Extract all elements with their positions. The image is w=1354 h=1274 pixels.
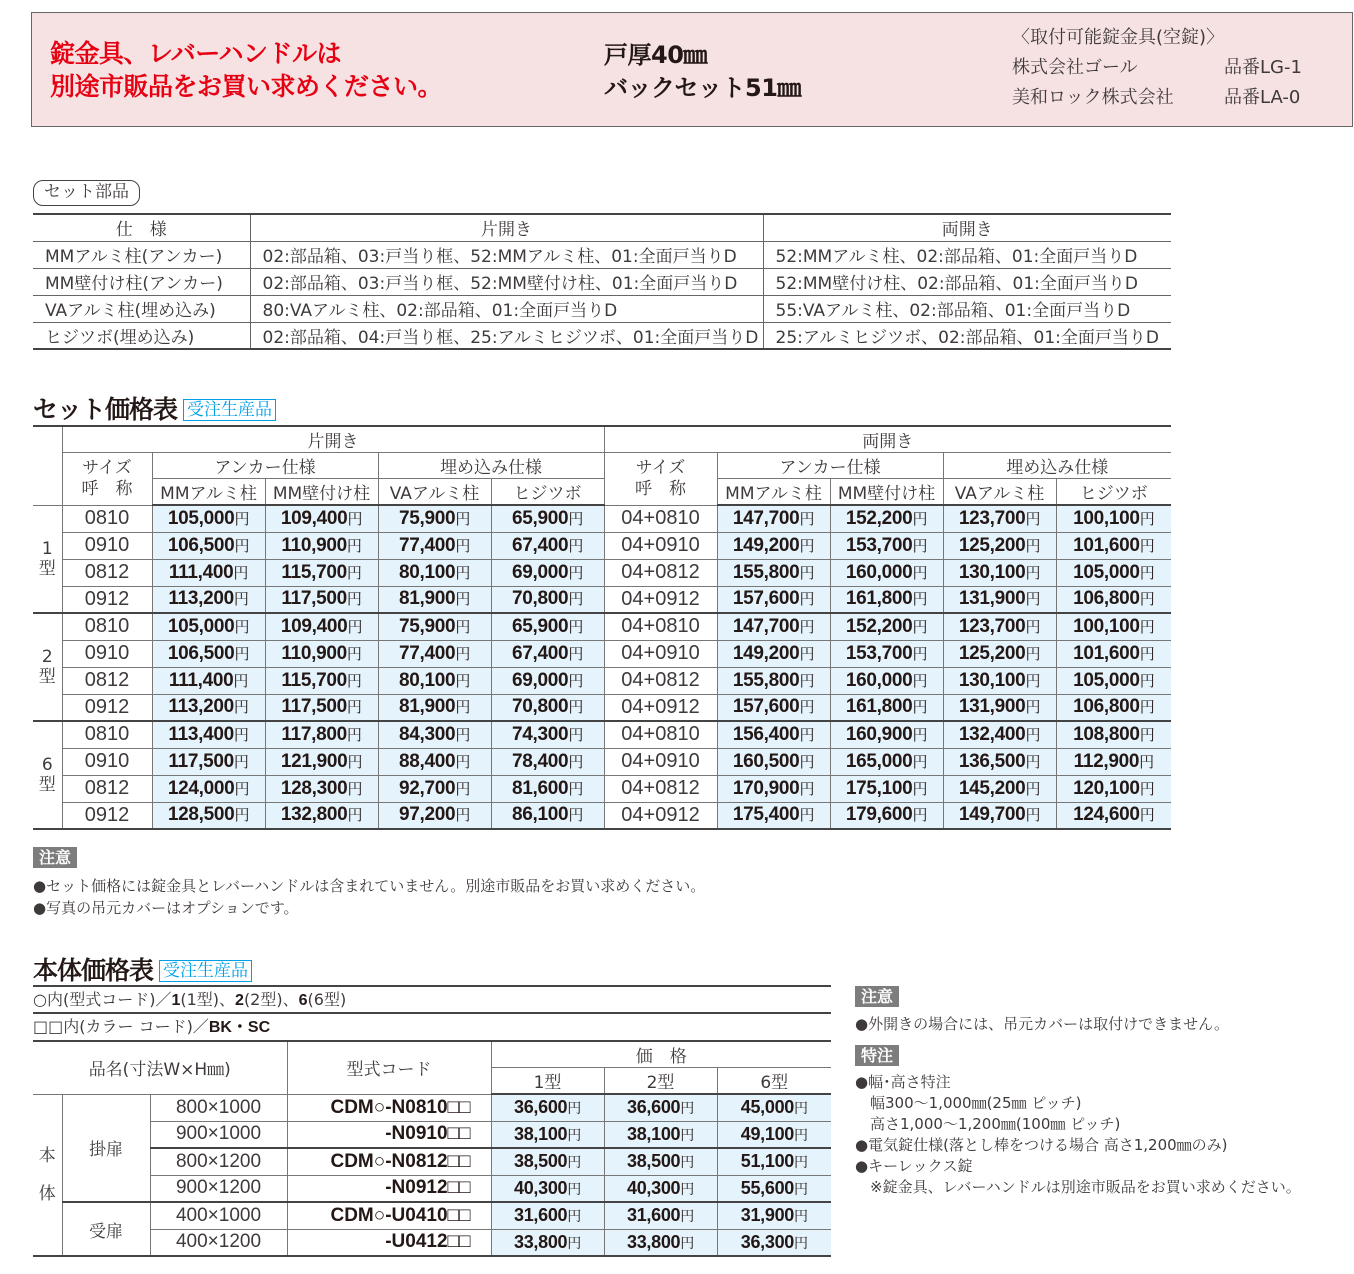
price-cell: 149,200円 [717, 532, 830, 559]
price-cell: 51,100円 [717, 1148, 831, 1175]
made-to-order-badge: 受注生産品 [183, 399, 276, 421]
price-cell: 55,600円 [717, 1175, 831, 1202]
price-cell: 49,100円 [717, 1121, 831, 1148]
embed-header: 埋め込み仕様 [943, 453, 1171, 479]
price-cell: 115,700円 [265, 559, 378, 586]
price-cell: 106,800円 [1056, 586, 1171, 613]
table-row [33, 1229, 831, 1256]
note-item: ●外開きの場合には、吊元カバーは取付けできません。 [855, 1015, 1229, 1033]
double-parts-cell: 52:MM壁付け柱、02:部品箱、01:全面戸当りD [763, 268, 1171, 295]
model-code-cell: -N0912□□ [287, 1175, 491, 1202]
price-cell: 132,400円 [943, 721, 1056, 748]
price-cell: 70,800円 [491, 694, 604, 721]
special-order-item: ●キーレックス錠 [855, 1157, 973, 1175]
table-row [33, 721, 1171, 748]
price-cell: 117,500円 [265, 694, 378, 721]
price-cell: 106,500円 [152, 532, 265, 559]
size-cell: 0910 [62, 640, 152, 667]
model-code-cell: -N0910□□ [287, 1121, 491, 1148]
price-cell: 65,900円 [491, 505, 604, 532]
price-cell: 70,800円 [491, 586, 604, 613]
price-cell: 109,400円 [265, 613, 378, 640]
lock-warning: 錠金具、レバーハンドルは 別途市販品をお買い求めください。 [50, 39, 443, 101]
model-code-cell: -U0412□□ [287, 1229, 491, 1256]
col-va-alumi: VAアルミ柱 [943, 479, 1056, 506]
price-cell: 36,600円 [604, 1094, 717, 1121]
price-cell: 121,900円 [265, 748, 378, 775]
type-group-label: 1 型 [33, 505, 62, 613]
price-cell: 33,800円 [604, 1229, 717, 1256]
price-cell: 130,100円 [943, 667, 1056, 694]
price-cell: 157,600円 [717, 694, 830, 721]
price-cell: 145,200円 [943, 775, 1056, 802]
price-cell: 106,800円 [1056, 694, 1171, 721]
double-parts-cell: 52:MMアルミ柱、02:部品箱、01:全面戸当りD [763, 241, 1171, 268]
table-row [33, 559, 1171, 586]
price-cell: 100,100円 [1056, 505, 1171, 532]
type-group-label: 2 型 [33, 613, 62, 721]
size-cell: 04+0912 [604, 694, 717, 721]
code-header: 型式コード [287, 1041, 491, 1094]
price-cell: 157,600円 [717, 586, 830, 613]
price-cell: 160,900円 [830, 721, 943, 748]
size-cell: 04+0912 [604, 586, 717, 613]
price-cell: 149,200円 [717, 640, 830, 667]
table-row [33, 532, 1171, 559]
anchor-header: アンカー仕様 [717, 453, 943, 479]
price-cell: 149,700円 [943, 802, 1056, 829]
single-parts-cell: 80:VAアルミ柱、02:部品箱、01:全面戸当りD [250, 295, 763, 322]
price-cell: 131,900円 [943, 586, 1056, 613]
dimension-cell: 800×1000 [150, 1094, 287, 1121]
price-cell: 38,100円 [491, 1121, 604, 1148]
notice-banner [31, 12, 1353, 127]
spec-cell: MMアルミ柱(アンカー) [33, 241, 250, 268]
price-cell: 86,100円 [491, 802, 604, 829]
single-parts-cell: 02:部品箱、03:戸当り框、52:MM壁付け柱、01:全面戸当りD [250, 268, 763, 295]
price-cell: 161,800円 [830, 586, 943, 613]
note-item: ●セット価格には錠金具とレバーハンドルは含まれていません。別途市販品をお買い求めください。 [33, 877, 706, 895]
price-cell: 128,500円 [152, 802, 265, 829]
dimension-cell: 400×1000 [150, 1202, 287, 1229]
size-cell: 0912 [62, 694, 152, 721]
price-cell: 125,200円 [943, 532, 1056, 559]
price-cell: 111,400円 [152, 559, 265, 586]
type-code-legend: ○内(型式コード)／1(1型)、2(2型)、6(6型) [33, 985, 831, 1012]
size-cell: 0912 [62, 802, 152, 829]
anchor-header: アンカー仕様 [152, 453, 378, 479]
price-cell: 97,200円 [378, 802, 491, 829]
table-row [33, 775, 1171, 802]
col-single: 片開き [250, 214, 763, 241]
size-header: サイズ 呼 称 [604, 453, 717, 506]
price-cell: 92,700円 [378, 775, 491, 802]
double-parts-cell: 25:アルミヒジツボ、02:部品箱、01:全面戸当りD [763, 322, 1171, 349]
price-cell: 117,800円 [265, 721, 378, 748]
price-cell: 100,100円 [1056, 613, 1171, 640]
double-parts-cell: 55:VAアルミ柱、02:部品箱、01:全面戸当りD [763, 295, 1171, 322]
single-parts-cell: 02:部品箱、04:戸当り框、25:アルミヒジツボ、01:全面戸当りD [250, 322, 763, 349]
col-type1: 1型 [491, 1068, 604, 1095]
door-thickness: 戸厚40㎜ [604, 41, 707, 69]
size-cell: 0810 [62, 613, 152, 640]
size-cell: 04+0810 [604, 721, 717, 748]
set-parts-table [33, 213, 1171, 350]
door-spec [604, 39, 801, 105]
price-cell: 105,000円 [1056, 667, 1171, 694]
price-cell: 36,600円 [491, 1094, 604, 1121]
table-row [33, 1148, 831, 1175]
price-cell: 130,100円 [943, 559, 1056, 586]
price-cell: 165,000円 [830, 748, 943, 775]
price-cell: 123,700円 [943, 613, 1056, 640]
price-cell: 131,900円 [943, 694, 1056, 721]
made-to-order-badge: 受注生産品 [159, 960, 252, 982]
price-cell: 160,000円 [830, 667, 943, 694]
size-header: サイズ 呼 称 [62, 453, 152, 506]
size-cell: 0810 [62, 505, 152, 532]
dimension-cell: 900×1000 [150, 1121, 287, 1148]
dimension-cell: 900×1200 [150, 1175, 287, 1202]
price-cell: 152,200円 [830, 505, 943, 532]
price-cell: 81,900円 [378, 694, 491, 721]
price-cell: 113,400円 [152, 721, 265, 748]
size-cell: 0910 [62, 532, 152, 559]
single-parts-cell: 02:部品箱、03:戸当り框、52:MMアルミ柱、01:全面戸当りD [250, 241, 763, 268]
size-cell: 0810 [62, 721, 152, 748]
compatible-item: 株式会社ゴール 品番LG-1 [1012, 57, 1302, 78]
size-cell: 0910 [62, 748, 152, 775]
table-row [33, 667, 1171, 694]
price-cell: 40,300円 [491, 1175, 604, 1202]
col-type6: 6型 [717, 1068, 831, 1095]
price-cell: 161,800円 [830, 694, 943, 721]
size-cell: 0812 [62, 559, 152, 586]
special-order-item: 高さ1,000～1,200㎜(100㎜ ピッチ) [855, 1115, 1121, 1133]
price-cell: 80,100円 [378, 559, 491, 586]
col-hijitsubo: ヒジツボ [1056, 479, 1171, 506]
price-cell: 113,200円 [152, 694, 265, 721]
price-cell: 105,000円 [1056, 559, 1171, 586]
price-cell: 153,700円 [830, 532, 943, 559]
price-cell: 38,100円 [604, 1121, 717, 1148]
size-cell: 0912 [62, 586, 152, 613]
price-cell: 33,800円 [491, 1229, 604, 1256]
spec-cell: VAアルミ柱(埋め込み) [33, 295, 250, 322]
embed-header: 埋め込み仕様 [378, 453, 604, 479]
spec-cell: MM壁付け柱(アンカー) [33, 268, 250, 295]
size-cell: 04+0910 [604, 640, 717, 667]
price-cell: 74,300円 [491, 721, 604, 748]
model-code-cell: CDM○-N0812□□ [287, 1148, 491, 1175]
size-cell: 0812 [62, 667, 152, 694]
price-header: 価 格 [491, 1041, 831, 1068]
table-row [33, 1094, 831, 1121]
special-order-tag: 特注 [855, 1045, 899, 1066]
price-cell: 155,800円 [717, 667, 830, 694]
size-cell: 0812 [62, 775, 152, 802]
price-cell: 115,700円 [265, 667, 378, 694]
price-cell: 88,400円 [378, 748, 491, 775]
table-row [33, 694, 1171, 721]
price-cell: 117,500円 [265, 586, 378, 613]
price-cell: 65,900円 [491, 613, 604, 640]
special-order-item: ●電気錠仕様(落とし棒をつける場合 高さ1,200㎜のみ) [855, 1136, 1228, 1154]
price-cell: 81,900円 [378, 586, 491, 613]
model-code-cell: CDM○-U0410□□ [287, 1202, 491, 1229]
price-cell: 156,400円 [717, 721, 830, 748]
price-cell: 117,500円 [152, 748, 265, 775]
price-cell: 136,500円 [943, 748, 1056, 775]
price-cell: 108,800円 [1056, 721, 1171, 748]
price-cell: 111,400円 [152, 667, 265, 694]
price-cell: 38,500円 [491, 1148, 604, 1175]
price-cell: 106,500円 [152, 640, 265, 667]
note-item: ●写真の吊元カバーはオプションです。 [33, 899, 299, 917]
compatible-title: 〈取付可能錠金具(空錠)〉 [1012, 27, 1225, 48]
col-mm-wall: MM壁付け柱 [830, 479, 943, 506]
size-cell: 04+0812 [604, 775, 717, 802]
price-cell: 147,700円 [717, 505, 830, 532]
price-cell: 105,000円 [152, 613, 265, 640]
size-cell: 04+0812 [604, 667, 717, 694]
body-group-label: 本 体 [33, 1094, 62, 1256]
table-row [33, 322, 1171, 349]
price-cell: 132,800円 [265, 802, 378, 829]
door-type-label: 受扉 [62, 1202, 150, 1256]
price-cell: 160,500円 [717, 748, 830, 775]
model-code-cell: CDM○-N0810□□ [287, 1094, 491, 1121]
size-cell: 04+0910 [604, 748, 717, 775]
type-group-label: 6 型 [33, 721, 62, 829]
price-cell: 31,600円 [491, 1202, 604, 1229]
table-row [33, 1121, 831, 1148]
table-row [33, 1175, 831, 1202]
table-row [33, 241, 1171, 268]
special-order-item: ●幅･高さ特注 [855, 1073, 951, 1091]
table-row [33, 802, 1171, 829]
special-order-item: 幅300～1,000㎜(25㎜ ピッチ) [855, 1094, 1082, 1112]
set-parts-label: セット部品 [33, 180, 140, 206]
price-cell: 175,400円 [717, 802, 830, 829]
price-cell: 36,300円 [717, 1229, 831, 1256]
set-price-title: セット価格表 受注生産品 [33, 390, 276, 426]
table-row [33, 640, 1171, 667]
price-cell: 105,000円 [152, 505, 265, 532]
price-cell: 80,100円 [378, 667, 491, 694]
price-cell: 81,600円 [491, 775, 604, 802]
col-double: 両開き [763, 214, 1171, 241]
price-cell: 170,900円 [717, 775, 830, 802]
size-cell: 04+0812 [604, 559, 717, 586]
col-mm-alumi: MMアルミ柱 [152, 479, 265, 506]
price-cell: 153,700円 [830, 640, 943, 667]
backset: バックセット51㎜ [604, 74, 801, 102]
caution-tag: 注意 [33, 847, 77, 868]
price-cell: 120,100円 [1056, 775, 1171, 802]
body-price-title: 本体価格表 受注生産品 [33, 951, 252, 987]
double-header: 両開き [604, 426, 1171, 453]
price-cell: 112,900円 [1056, 748, 1171, 775]
single-header: 片開き [62, 426, 604, 453]
price-cell: 77,400円 [378, 532, 491, 559]
body-price-table [33, 1040, 831, 1257]
spec-cell: ヒジツボ(埋め込み) [33, 322, 250, 349]
price-cell: 38,500円 [604, 1148, 717, 1175]
price-cell: 40,300円 [604, 1175, 717, 1202]
price-cell: 101,600円 [1056, 532, 1171, 559]
price-cell: 179,600円 [830, 802, 943, 829]
price-cell: 124,600円 [1056, 802, 1171, 829]
price-cell: 45,000円 [717, 1094, 831, 1121]
price-cell: 160,000円 [830, 559, 943, 586]
compatible-locks [1012, 23, 1302, 113]
price-cell: 147,700円 [717, 613, 830, 640]
price-cell: 125,200円 [943, 640, 1056, 667]
set-notes [33, 847, 705, 919]
table-row [33, 748, 1171, 775]
compatible-item: 美和ロック株式会社 品番LA-0 [1012, 87, 1301, 108]
table-row [33, 1202, 831, 1229]
price-cell: 155,800円 [717, 559, 830, 586]
price-cell: 110,900円 [265, 640, 378, 667]
price-cell: 84,300円 [378, 721, 491, 748]
caution-tag: 注意 [855, 986, 899, 1007]
size-cell: 04+0810 [604, 505, 717, 532]
table-row [33, 295, 1171, 322]
col-va-alumi: VAアルミ柱 [378, 479, 491, 506]
size-cell: 04+0912 [604, 802, 717, 829]
price-cell: 77,400円 [378, 640, 491, 667]
table-row [33, 613, 1171, 640]
col-hijitsubo: ヒジツボ [491, 479, 604, 506]
price-cell: 124,000円 [152, 775, 265, 802]
price-cell: 75,900円 [378, 613, 491, 640]
color-code-legend: □□内(カラー コード)／BK・SC [33, 1012, 831, 1039]
size-cell: 04+0810 [604, 613, 717, 640]
price-cell: 110,900円 [265, 532, 378, 559]
dimension-cell: 800×1200 [150, 1148, 287, 1175]
price-cell: 109,400円 [265, 505, 378, 532]
price-cell: 175,100円 [830, 775, 943, 802]
price-cell: 113,200円 [152, 586, 265, 613]
name-header: 品名(寸法W×H㎜) [33, 1041, 287, 1094]
col-mm-alumi: MMアルミ柱 [717, 479, 830, 506]
special-order-item: ※錠金具、レバーハンドルは別途市販品をお買い求めください。 [855, 1178, 1301, 1196]
price-cell: 67,400円 [491, 640, 604, 667]
price-cell: 75,900円 [378, 505, 491, 532]
table-row [33, 586, 1171, 613]
price-cell: 67,400円 [491, 532, 604, 559]
price-cell: 78,400円 [491, 748, 604, 775]
price-cell: 69,000円 [491, 667, 604, 694]
col-mm-wall: MM壁付け柱 [265, 479, 378, 506]
size-cell: 04+0910 [604, 532, 717, 559]
price-cell: 128,300円 [265, 775, 378, 802]
price-cell: 69,000円 [491, 559, 604, 586]
table-row [33, 268, 1171, 295]
col-type2: 2型 [604, 1068, 717, 1095]
col-spec: 仕 様 [33, 214, 250, 241]
type-header [33, 426, 62, 505]
price-cell: 31,900円 [717, 1202, 831, 1229]
price-cell: 101,600円 [1056, 640, 1171, 667]
price-cell: 31,600円 [604, 1202, 717, 1229]
dimension-cell: 400×1200 [150, 1229, 287, 1256]
table-row [33, 505, 1171, 532]
price-cell: 152,200円 [830, 613, 943, 640]
right-notes [855, 986, 1350, 1198]
door-type-label: 掛扉 [62, 1094, 150, 1202]
set-price-table [33, 425, 1171, 830]
price-cell: 123,700円 [943, 505, 1056, 532]
